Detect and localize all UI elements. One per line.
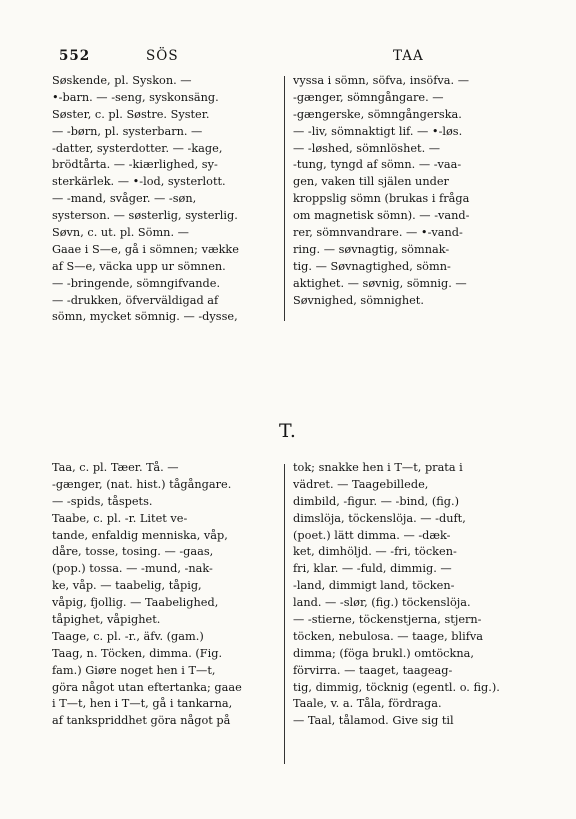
bottom-left-column: [52, 460, 282, 730]
dictionary-line: dåre, tosse, tosing. — -gaas,: [52, 545, 214, 559]
dictionary-line: Taale, v. a. Tåla, fördraga.: [293, 697, 442, 711]
dictionary-line: — -spids, tåspets.: [52, 494, 153, 508]
dictionary-line: — -liv, sömnaktigt lif. — •-løs.: [293, 124, 463, 138]
dictionary-line: tåpighet, våpighet.: [52, 613, 161, 627]
dictionary-line: Taage, c. pl. -r., äfv. (gam.): [52, 629, 204, 643]
dictionary-line: systerson. — søsterlig, systerlig.: [52, 209, 238, 223]
dictionary-line: aktighet. — søvnig, sömnig. —: [293, 276, 467, 290]
dictionary-line: af S—e, väcka upp ur sömnen.: [52, 259, 226, 273]
running-head-right: TAA: [393, 48, 424, 64]
dictionary-line: — -løshed, sömnlöshet. —: [293, 141, 441, 155]
dictionary-line: göra något utan eftertanka; gaae: [52, 680, 242, 694]
dictionary-line: land. — -slør, (fig.) töckenslöja.: [293, 596, 471, 610]
dictionary-line: fam.) Giøre noget hen i T—t,: [52, 663, 216, 677]
dictionary-line: (pop.) tossa. — -mund, -nak-: [52, 562, 213, 576]
page-number: 552: [59, 48, 91, 64]
dictionary-line: -gænger, sömngångare. —: [293, 90, 444, 104]
dictionary-line: ket, dimhöljd. — -fri, töcken-: [293, 545, 457, 559]
dictionary-line: Søvnighed, sömnighet.: [293, 293, 424, 307]
dictionary-line: -tung, tyngd af sömn. — -vaa-: [293, 158, 462, 172]
dictionary-line: •-barn. — -seng, syskonsäng.: [52, 90, 219, 104]
dictionary-line: af tankspriddhet göra något på: [52, 714, 231, 728]
dictionary-line: Gaae i S—e, gå i sömnen; vække: [52, 242, 239, 256]
dictionary-line: tok; snakke hen i T—t, prata i: [293, 461, 463, 474]
dictionary-line: (poet.) lätt dimma. — -dæk-: [293, 528, 451, 542]
dictionary-line: sömn, mycket sömnig. — -dysse,: [52, 310, 238, 324]
dictionary-line: tande, enfaldig menniska, våp,: [52, 528, 228, 542]
dictionary-line: -gænger, (nat. hist.) tågångare.: [52, 477, 232, 491]
dictionary-line: våpig, fjollig. — Taabelighed,: [52, 596, 219, 610]
column-divider-bottom: [284, 464, 285, 764]
dictionary-line: gen, vaken till själen under: [293, 175, 449, 189]
dictionary-line: — -bringende, sömngifvande.: [52, 276, 221, 290]
dictionary-line: Taa, c. pl. Tæer. Tå. —: [52, 461, 179, 474]
dictionary-line: ke, våp. — taabelig, tåpig,: [52, 579, 202, 593]
dictionary-line: Taabe, c. pl. -r. Litet ve-: [52, 511, 188, 525]
dictionary-line: förvirra. — taaget, taageag-: [293, 663, 453, 677]
dictionary-line: Søster, c. pl. Søstre. Syster.: [52, 107, 210, 121]
dictionary-line: -land, dimmigt land, töcken-: [293, 579, 455, 593]
dictionary-line: brödtårta. — -kiærlighed, sy-: [52, 158, 218, 172]
dictionary-line: töcken, nebulosa. — taage, blifva: [293, 629, 484, 643]
dictionary-line: vädret. — Taagebillede,: [293, 477, 429, 491]
dictionary-line: i T—t, hen i T—t, gå i tankarna,: [52, 697, 233, 711]
dictionary-line: Søvn, c. ut. pl. Sömn. —: [52, 226, 189, 240]
dictionary-line: — -drukken, öfverväldigad af: [52, 293, 219, 307]
dictionary-line: rer, sömnvandrare. — •-vand-: [293, 226, 463, 240]
dictionary-line: om magnetisk sömn). — -vand-: [293, 209, 470, 223]
dictionary-line: Taag, n. Töcken, dimma. (Fig.: [52, 646, 223, 660]
bottom-right-column: [293, 460, 525, 730]
dictionary-line: tig. — Søvnagtighed, sömn-: [293, 259, 451, 273]
dictionary-line: dimbild, -figur. — -bind, (fig.): [293, 494, 460, 508]
dictionary-line: dimma; (föga brukl.) omtöckna,: [293, 646, 474, 660]
dictionary-line: fri, klar. — -fuld, dimmig. —: [293, 562, 452, 576]
dictionary-line: tig, dimmig, töcknig (egentl. o. fig.).: [293, 680, 500, 694]
dictionary-line: vyssa i sömn, söfva, insöfva. —: [293, 74, 470, 87]
dictionary-line: -datter, systerdotter. — -kage,: [52, 141, 223, 155]
dictionary-line: kroppslig sömn (brukas i fråga: [293, 192, 470, 206]
dictionary-line: sterkärlek. — •-lod, systerlott.: [52, 175, 226, 189]
dictionary-line: dimslöja, töckenslöja. — -duft,: [293, 511, 466, 525]
dictionary-line: — -stierne, töckenstjerna, stjern-: [293, 613, 482, 627]
dictionary-line: — Taal, tålamod. Give sig til: [293, 714, 454, 728]
dictionary-line: — -mand, svåger. — -søn,: [52, 192, 197, 206]
top-right-column: [293, 73, 525, 309]
top-left-column: [52, 73, 282, 326]
section-letter-heading: T.: [279, 420, 297, 442]
dictionary-line: Søskende, pl. Syskon. —: [52, 74, 192, 87]
running-head-left: SÖS: [146, 48, 179, 64]
dictionary-line: — -børn, pl. systerbarn. —: [52, 124, 203, 138]
dictionary-line: ring. — søvnagtig, sömnak-: [293, 242, 450, 256]
column-divider-top: [284, 76, 285, 321]
dictionary-line: -gængerske, sömngångerska.: [293, 107, 462, 121]
